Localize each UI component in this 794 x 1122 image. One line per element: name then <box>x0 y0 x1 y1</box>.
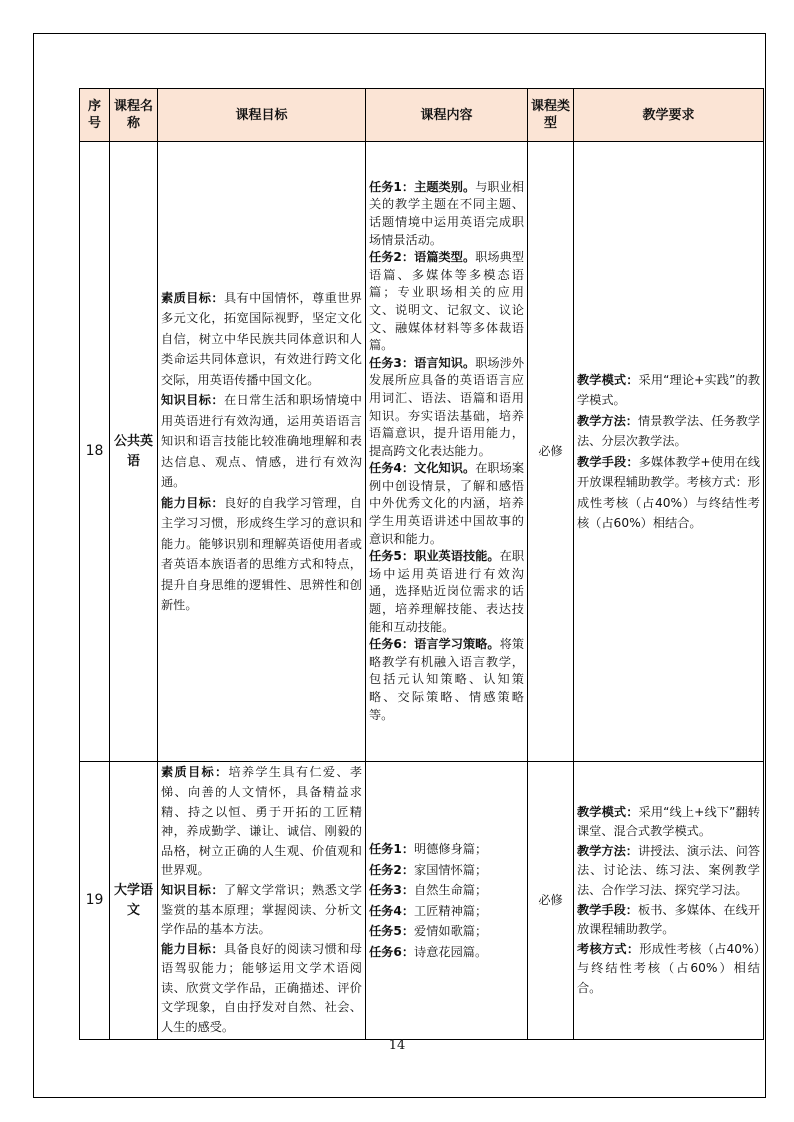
goal-item <box>161 493 362 616</box>
content-item <box>369 860 524 881</box>
header-course-goal: 课程目标 <box>158 89 366 142</box>
requirement-item <box>577 901 760 940</box>
requirement-text: 采用“理论+实践”的教学模式。 <box>577 372 761 407</box>
row-number: 18 <box>80 142 110 762</box>
requirement-label: 考核方式： <box>577 941 640 956</box>
course-type: 必修 <box>528 142 574 762</box>
content-text: 诗意花园篇。 <box>414 944 488 959</box>
requirement-item <box>577 452 760 534</box>
course-table <box>79 88 764 1040</box>
content-text: 明德修身篇； <box>414 842 488 856</box>
content-label: 任务4：文化知识。 <box>369 461 476 476</box>
content-item <box>369 548 524 636</box>
goal-item <box>161 881 362 940</box>
requirement-text: 形成性考核（占40%）与终结性考核（占60%）相结合。 <box>577 941 760 995</box>
content-item <box>369 355 524 461</box>
goal-label: 能力目标： <box>161 941 224 956</box>
header-no: 序号 <box>80 89 110 142</box>
goal-item <box>161 763 362 881</box>
content-item <box>369 460 524 548</box>
table-row <box>80 142 764 762</box>
content-text: 爱情如歌篇； <box>414 924 488 938</box>
page-number: 14 <box>388 1038 406 1053</box>
course-content-cell <box>366 142 528 762</box>
requirement-item <box>577 803 760 842</box>
content-text: 自然生命篇； <box>414 883 488 897</box>
content-text: 工匠精神篇； <box>414 903 488 918</box>
goal-label: 能力目标： <box>161 495 224 510</box>
requirement-text: 情景教学法、任务教学法、分层次教学法。 <box>577 413 761 448</box>
requirement-text: 板书、多媒体、在线开放课程辅助教学。 <box>577 902 761 937</box>
content-item <box>369 179 524 249</box>
requirement-label: 教学模式： <box>577 804 639 819</box>
requirement-text: 采用“线上+线下”翻转课堂、混合式教学模式。 <box>577 804 761 839</box>
content-item <box>369 880 524 901</box>
content-text: 在职场案例中创设情景，了解和感悟中外优秀文化的内涵，培养学生用英语讲述中国故事的意识和能力。 <box>369 461 525 546</box>
content-item <box>369 249 524 355</box>
content-label: 任务3： <box>369 883 415 897</box>
content-label: 任务1：主题类别。 <box>369 179 476 194</box>
goal-item <box>161 940 362 1038</box>
requirement-text: 多媒体教学+使用在线开放课程辅助教学。考核方式：形成性考核（占40%）与终结性考核（占60%）相结合。 <box>577 454 761 530</box>
content-text: 职场涉外发展所应具备的英语语言应用词汇、语法、语篇和语用知识。夯实语法基础，培养语篇意识，提升语用能力，提高跨文化表达能力。 <box>369 355 525 458</box>
content-text: 家国情怀篇； <box>414 862 488 877</box>
content-text: 与职业相关的教学主题在不同主题、话题情境中运用英语完成职场情景活动。 <box>369 179 525 247</box>
goal-text: 具备良好的阅读习惯和母语驾驭能力；能够运用文学术语阅读、欣赏文学作品，正确描述、评价文学现象，自由抒发对自然、社会、人生的感受。 <box>161 941 362 1035</box>
goal-text: 培养学生具有仁爱、孝悌、向善的人文情怀，具备精益求精、持之以恒、勇于开拓的工匠精神，养成勤学、谦让、诚信、刚毅的品格，树立正确的人生观、价值观和世界观。 <box>161 765 363 878</box>
content-item <box>369 942 524 963</box>
teaching-requirement-cell <box>574 142 764 762</box>
content-label: 任务5：职业英语技能。 <box>369 549 500 564</box>
header-course-name: 课程名称 <box>110 89 158 142</box>
requirement-item <box>577 940 760 999</box>
course-content-cell <box>366 762 528 1040</box>
course-type: 必修 <box>528 762 574 1040</box>
header-teaching-requirement: 教学要求 <box>574 89 764 142</box>
content-label: 任务2：语篇类型。 <box>369 250 476 265</box>
row-number: 19 <box>80 762 110 1040</box>
requirement-label: 教学模式： <box>577 372 639 387</box>
requirement-label: 教学方法： <box>577 843 639 858</box>
table-row <box>80 762 764 1040</box>
goal-text: 在日常生活和职场情境中用英语进行有效沟通，运用英语语言知识和语言技能比较准确地理解和表达信息、观点、情感，进行有效沟通。 <box>161 393 362 489</box>
teaching-requirement-cell <box>574 762 764 1040</box>
content-label: 任务1： <box>369 842 415 856</box>
requirement-item <box>577 370 760 411</box>
content-text: 将策略教学有机融入语言教学，包括元认知策略、认知策略、交际策略、情感策略等。 <box>369 637 525 722</box>
goal-item <box>161 390 362 493</box>
course-name: 公共英语 <box>110 142 158 762</box>
content-item <box>369 921 524 942</box>
goal-label: 素质目标： <box>161 290 224 305</box>
goal-label: 知识目标： <box>161 393 224 407</box>
goal-label: 知识目标： <box>161 882 224 897</box>
table-header-row <box>80 89 764 142</box>
course-name: 大学语文 <box>110 762 158 1040</box>
content-label: 任务2： <box>369 862 415 877</box>
requirement-item <box>577 411 760 452</box>
goal-text: 具有中国情怀，尊重世界多元文化，拓宽国际视野，坚定文化自信，树立中华民族共同体意识和人类命运共同体意识，有效进行跨文化交际，用英语传播中国文化。 <box>161 290 362 387</box>
content-label: 任务5： <box>369 924 415 938</box>
content-label: 任务6： <box>369 944 415 959</box>
course-goal-cell <box>158 762 366 1040</box>
content-item <box>369 839 524 860</box>
header-course-content: 课程内容 <box>366 89 528 142</box>
goal-label: 素质目标： <box>161 765 229 780</box>
requirement-text: 讲授法、演示法、问答法、讨论法、练习法、案例教学法、合作学习法、探究学习法。 <box>577 843 761 897</box>
goal-text: 良好的自我学习管理，自主学习习惯，形成终生学习的意识和能力。能够识别和理解英语使用者或者英语本族语者的思维方式和特点，提升自身思维的逻辑性、思辨性和创新性。 <box>161 495 362 612</box>
course-goal-cell <box>158 142 366 762</box>
content-text: 在职场中运用英语进行有效沟通，选择贴近岗位需求的话题，培养理解技能、表达技能和互动技能。 <box>369 549 525 634</box>
requirement-label: 教学方法： <box>577 413 639 428</box>
content-label: 任务6：语言学习策略。 <box>369 637 500 652</box>
requirement-label: 教学手段： <box>577 454 639 469</box>
content-label: 任务3：语言知识。 <box>369 355 476 370</box>
requirement-item <box>577 842 760 901</box>
content-text: 职场典型语篇、多媒体等多模态语篇；专业职场相关的应用文、说明文、记叙文、议论文、融媒体材料等多体裁语篇。 <box>369 250 525 353</box>
goal-text: 了解文学常识；熟悉文学鉴赏的基本原理；掌握阅读、分析文学作品的基本方法。 <box>161 882 362 937</box>
header-course-type: 课程类型 <box>528 89 574 142</box>
content-item <box>369 636 524 724</box>
content-item <box>369 901 524 922</box>
content-label: 任务4： <box>369 903 415 918</box>
requirement-label: 教学手段： <box>577 902 639 917</box>
goal-item <box>161 288 362 391</box>
